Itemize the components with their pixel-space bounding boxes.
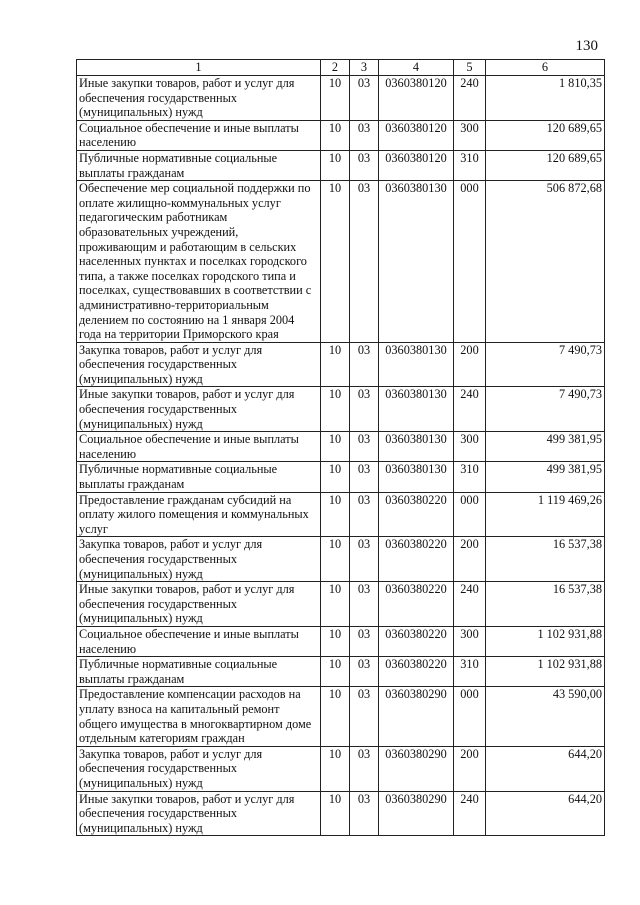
row-code-5-cell: 240 — [454, 387, 486, 432]
table-row — [77, 150, 605, 180]
row-code-2-cell: 10 — [321, 76, 350, 121]
table-row — [77, 342, 605, 387]
row-code-3-cell: 03 — [350, 150, 379, 180]
row-code-4-cell: 0360380220 — [379, 626, 454, 656]
table-row — [77, 181, 605, 343]
row-amount-cell: 1 119 469,26 — [486, 492, 605, 537]
row-code-3-cell: 03 — [350, 582, 379, 627]
row-code-3-cell: 03 — [350, 342, 379, 387]
row-code-3-cell: 03 — [350, 181, 379, 343]
row-code-4-cell: 0360380290 — [379, 746, 454, 791]
row-amount-cell: 499 381,95 — [486, 432, 605, 462]
row-name-cell: Закупка товаров, работ и услуг для обеспечения государственных (муниципальных) нужд — [77, 342, 321, 387]
row-code-4-cell: 0360380220 — [379, 492, 454, 537]
header-cell-3: 3 — [350, 60, 379, 76]
row-name-cell: Социальное обеспечение и иные выплаты населению — [77, 626, 321, 656]
row-name-cell: Закупка товаров, работ и услуг для обеспечения государственных (муниципальных) нужд — [77, 537, 321, 582]
table-row — [77, 76, 605, 121]
table-row — [77, 462, 605, 492]
row-code-4-cell: 0360380130 — [379, 462, 454, 492]
row-amount-cell: 499 381,95 — [486, 462, 605, 492]
table-row — [77, 746, 605, 791]
row-amount-cell: 43 590,00 — [486, 687, 605, 746]
row-amount-cell: 7 490,73 — [486, 342, 605, 387]
row-code-5-cell: 240 — [454, 76, 486, 121]
row-amount-cell: 1 810,35 — [486, 76, 605, 121]
table-row — [77, 657, 605, 687]
row-name-cell: Публичные нормативные социальные выплаты гражданам — [77, 657, 321, 687]
row-code-4-cell: 0360380290 — [379, 687, 454, 746]
row-amount-cell: 506 872,68 — [486, 181, 605, 343]
row-amount-cell: 7 490,73 — [486, 387, 605, 432]
row-amount-cell: 644,20 — [486, 791, 605, 836]
table-row — [77, 120, 605, 150]
row-code-5-cell: 200 — [454, 342, 486, 387]
row-code-3-cell: 03 — [350, 687, 379, 746]
row-code-2-cell: 10 — [321, 537, 350, 582]
row-name-cell: Закупка товаров, работ и услуг для обеспечения государственных (муниципальных) нужд — [77, 746, 321, 791]
row-code-3-cell: 03 — [350, 537, 379, 582]
header-cell-1: 1 — [77, 60, 321, 76]
table-row — [77, 492, 605, 537]
row-code-2-cell: 10 — [321, 342, 350, 387]
header-cell-5: 5 — [454, 60, 486, 76]
table-row — [77, 791, 605, 836]
row-amount-cell: 120 689,65 — [486, 150, 605, 180]
row-code-4-cell: 0360380220 — [379, 582, 454, 627]
row-code-2-cell: 10 — [321, 687, 350, 746]
row-code-3-cell: 03 — [350, 657, 379, 687]
row-name-cell: Публичные нормативные социальные выплаты гражданам — [77, 462, 321, 492]
row-code-2-cell: 10 — [321, 657, 350, 687]
row-code-2-cell: 10 — [321, 462, 350, 492]
row-code-2-cell: 10 — [321, 492, 350, 537]
row-name-cell: Публичные нормативные социальные выплаты гражданам — [77, 150, 321, 180]
row-code-4-cell: 0360380120 — [379, 76, 454, 121]
row-code-5-cell: 000 — [454, 181, 486, 343]
row-code-3-cell: 03 — [350, 432, 379, 462]
row-code-4-cell: 0360380130 — [379, 387, 454, 432]
row-amount-cell: 644,20 — [486, 746, 605, 791]
row-code-5-cell: 310 — [454, 657, 486, 687]
table-header-row — [77, 60, 605, 76]
header-cell-4: 4 — [379, 60, 454, 76]
row-name-cell: Социальное обеспечение и иные выплаты населению — [77, 120, 321, 150]
row-amount-cell: 120 689,65 — [486, 120, 605, 150]
table-row — [77, 582, 605, 627]
row-code-3-cell: 03 — [350, 462, 379, 492]
row-code-5-cell: 300 — [454, 120, 486, 150]
page-number: 130 — [575, 38, 598, 54]
row-name-cell: Иные закупки товаров, работ и услуг для обеспечения государственных (муниципальных) нужд — [77, 76, 321, 121]
row-code-3-cell: 03 — [350, 387, 379, 432]
table-row — [77, 387, 605, 432]
row-code-2-cell: 10 — [321, 582, 350, 627]
row-name-cell: Обеспечение мер социальной поддержки по оплате жилищно-коммунальных услуг педагогическим работникам образовательных учреждений, проживающим и работающим в сельских населенных пунктах и поселках городского типа, а также поселках городского типа и поселках, существовавших в соответствии с административно-территориальным делением по состоянию на 1 января 2004 года на территории Приморского края — [77, 181, 321, 343]
row-code-5-cell: 200 — [454, 746, 486, 791]
row-amount-cell: 16 537,38 — [486, 582, 605, 627]
row-code-2-cell: 10 — [321, 432, 350, 462]
row-code-2-cell: 10 — [321, 150, 350, 180]
row-code-4-cell: 0360380220 — [379, 537, 454, 582]
row-amount-cell: 1 102 931,88 — [486, 657, 605, 687]
row-code-4-cell: 0360380290 — [379, 791, 454, 836]
row-code-4-cell: 0360380130 — [379, 342, 454, 387]
table-row — [77, 432, 605, 462]
row-code-5-cell: 200 — [454, 537, 486, 582]
row-code-4-cell: 0360380120 — [379, 150, 454, 180]
row-code-4-cell: 0360380120 — [379, 120, 454, 150]
row-code-2-cell: 10 — [321, 181, 350, 343]
row-code-4-cell: 0360380220 — [379, 657, 454, 687]
row-code-3-cell: 03 — [350, 76, 379, 121]
row-code-2-cell: 10 — [321, 791, 350, 836]
row-name-cell: Иные закупки товаров, работ и услуг для обеспечения государственных (муниципальных) нужд — [77, 582, 321, 627]
table-row — [77, 626, 605, 656]
row-code-4-cell: 0360380130 — [379, 181, 454, 343]
row-name-cell: Иные закупки товаров, работ и услуг для обеспечения государственных (муниципальных) нужд — [77, 387, 321, 432]
row-code-5-cell: 000 — [454, 492, 486, 537]
row-code-2-cell: 10 — [321, 120, 350, 150]
row-code-2-cell: 10 — [321, 387, 350, 432]
row-code-3-cell: 03 — [350, 626, 379, 656]
table-row — [77, 687, 605, 746]
row-code-2-cell: 10 — [321, 626, 350, 656]
header-cell-2: 2 — [321, 60, 350, 76]
row-code-5-cell: 000 — [454, 687, 486, 746]
row-code-3-cell: 03 — [350, 120, 379, 150]
row-code-5-cell: 300 — [454, 432, 486, 462]
row-code-5-cell: 310 — [454, 462, 486, 492]
budget-table — [76, 59, 605, 836]
row-code-3-cell: 03 — [350, 492, 379, 537]
row-code-2-cell: 10 — [321, 746, 350, 791]
row-name-cell: Иные закупки товаров, работ и услуг для обеспечения государственных (муниципальных) нужд — [77, 791, 321, 836]
table-body — [77, 76, 605, 836]
row-code-3-cell: 03 — [350, 791, 379, 836]
table-row — [77, 537, 605, 582]
row-code-4-cell: 0360380130 — [379, 432, 454, 462]
row-name-cell: Социальное обеспечение и иные выплаты населению — [77, 432, 321, 462]
row-code-5-cell: 240 — [454, 582, 486, 627]
row-code-3-cell: 03 — [350, 746, 379, 791]
row-name-cell: Предоставление компенсации расходов на уплату взноса на капитальный ремонт общего имущества в многоквартирном доме отдельным категориям граждан — [77, 687, 321, 746]
row-code-5-cell: 300 — [454, 626, 486, 656]
row-name-cell: Предоставление гражданам субсидий на оплату жилого помещения и коммунальных услуг — [77, 492, 321, 537]
row-code-5-cell: 310 — [454, 150, 486, 180]
row-code-5-cell: 240 — [454, 791, 486, 836]
row-amount-cell: 16 537,38 — [486, 537, 605, 582]
header-cell-6: 6 — [486, 60, 605, 76]
row-amount-cell: 1 102 931,88 — [486, 626, 605, 656]
